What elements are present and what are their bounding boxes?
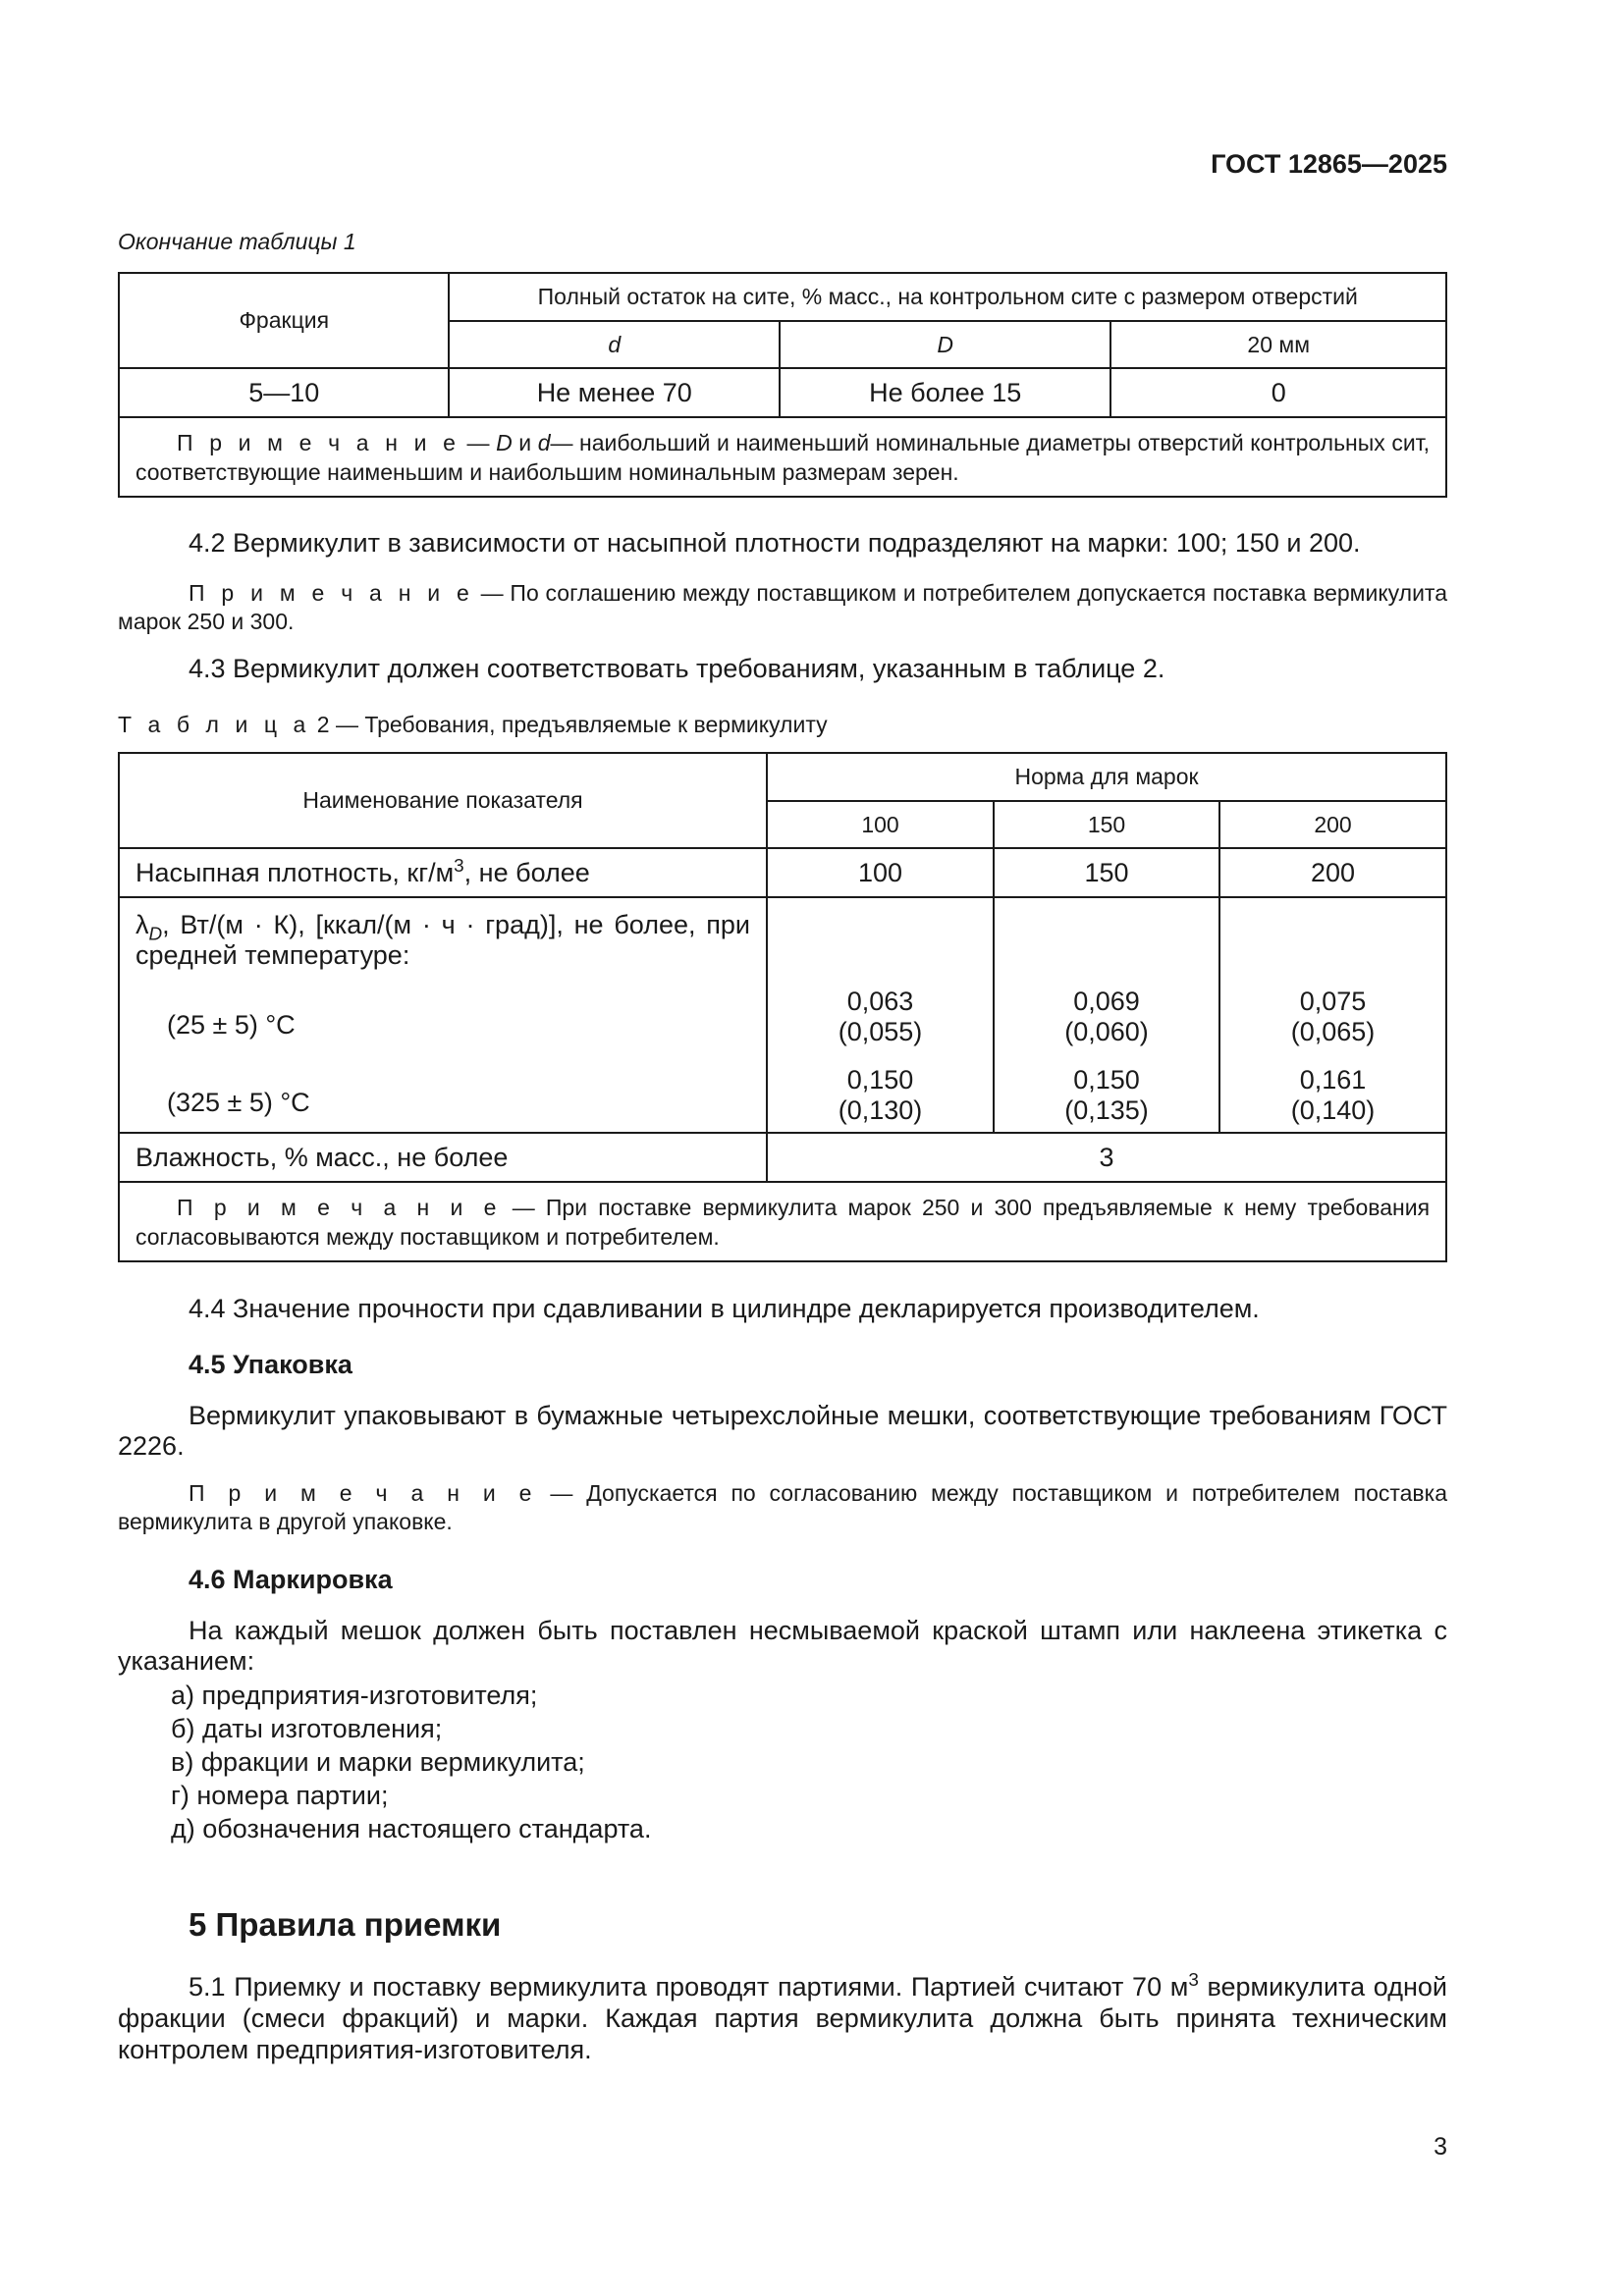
note-symbol-D: D — [496, 429, 513, 455]
paragraph-4-6 — [118, 1616, 1447, 1677]
paragraph-4-4 — [118, 1294, 1447, 1324]
table-row — [119, 897, 1446, 1133]
note-label: П р и м е ч а н и е — [189, 580, 474, 606]
table2-density-100: 100 — [767, 848, 994, 897]
note-text: — Допускается по согласованию между поставщиком и потребителем поставка вермикулита в другой упаковке. — [118, 1480, 1448, 1534]
table1-subheader-20mm: 20 мм — [1110, 321, 1446, 368]
table2-lambda-label: $\lambda_D$, Вт/(м · К), [ккал/(м · ч · град)], не более, при средней температуре: (25 ± 5) °C (325 ± 5) °C — [119, 897, 767, 1133]
table1-note — [119, 417, 1446, 497]
table2-density-200: 200 — [1219, 848, 1446, 897]
table-row — [119, 368, 1446, 417]
page-number: 3 — [1434, 2133, 1447, 2161]
table1-cell-d: Не менее 70 — [449, 368, 779, 417]
paragraph-4-5 — [118, 1401, 1447, 1462]
table2-density-label: Насыпная плотность, $кг/м^3$, не более — [119, 848, 767, 897]
paragraph-4-5-text: Вермикулит упаковывают в бумажные четырехслойные мешки, соответствующие требованиям ГОСТ 2226. — [118, 1401, 1447, 1461]
table2-mark-150: 150 — [994, 801, 1219, 848]
table2-lambda-200: 0,075 (0,065) 0,161 (0,140) — [1219, 897, 1446, 1133]
paragraph-4-6-text: На каждый мешок должен быть поставлен несмываемой краской штамп или наклеена этикетка с указанием: — [118, 1616, 1447, 1676]
paragraph-4-2 — [118, 528, 1447, 559]
table1-continuation-caption: Окончание таблицы 1 — [118, 229, 356, 254]
marking-list — [171, 1681, 651, 1847]
note-label: П р и м е ч а н и е — [177, 1194, 502, 1220]
note-label: П р и м е ч а н и е — [177, 429, 460, 455]
note-text: — наибольший и наименьший номинальные диаметры отверстий контрольных сит, соответствующие наименьшим и наибольшим номинальным размерам зерен. — [135, 429, 1431, 485]
table1-subheader-d: d — [449, 321, 779, 368]
note-symbol-d: d — [537, 429, 551, 455]
paragraph-4-4-text: 4.4 Значение прочности при сдавливании в цилиндре декларируется производителем. — [189, 1294, 1260, 1323]
table2-lambda-150: 0,069 (0,060) 0,150 (0,135) — [994, 897, 1219, 1133]
caption-label: Т а б л и ц а — [118, 712, 311, 737]
heading-4-5: 4.5 Упаковка — [189, 1350, 352, 1379]
table2-mark-200: 200 — [1219, 801, 1446, 848]
list-item: а) предприятия-изготовителя; — [171, 1681, 538, 1710]
table-row — [119, 1133, 1446, 1182]
table2 — [118, 752, 1447, 1262]
table2-note — [119, 1182, 1446, 1261]
note-4-2 — [118, 579, 1447, 636]
list-item: в) фракции и марки вермикулита; — [171, 1747, 585, 1777]
table2-humidity-value: 3 — [767, 1133, 1446, 1182]
paragraph-4-3 — [118, 654, 1447, 684]
table1-header-fraction: Фракция — [119, 273, 449, 368]
note-text: — При поставке вермикулита марок 250 и 300 предъявляемые к нему требования согласовываются между поставщиком и потребителем. — [135, 1194, 1431, 1250]
note-text: — По соглашению между поставщиком и потребителем допускается поставка вермикулита марок 250 и 300. — [118, 580, 1447, 634]
paragraph-4-2-text: 4.2 Вермикулит в зависимости от насыпной плотности подразделяют на марки: 100; 150 и 200. — [189, 528, 1361, 558]
heading-section-5: 5 Правила приемки — [189, 1906, 502, 1943]
note-4-5 — [118, 1479, 1447, 1536]
paragraph-4-3-text: 4.3 Вермикулит должен соответствовать требованиям, указанным в таблице 2. — [189, 654, 1165, 683]
table1-cell-D: Не более 15 — [780, 368, 1110, 417]
table2-lambda-100: 0,063 (0,055) 0,150 (0,130) — [767, 897, 994, 1133]
table-row — [119, 848, 1446, 897]
note-and: и — [518, 429, 532, 455]
note-label: П р и м е ч а н и е — [189, 1480, 537, 1506]
table2-humidity-label: Влажность, % масс., не более — [119, 1133, 767, 1182]
list-item: г) номера партии; — [171, 1781, 389, 1810]
table2-header-group: Норма для марок — [767, 753, 1446, 801]
table1-cell-fraction: 5—10 — [119, 368, 449, 417]
table1-cell-20mm: 0 — [1110, 368, 1446, 417]
note-dash: — — [466, 429, 490, 455]
table2-temp-325: (325 ± 5) °C — [167, 1088, 310, 1117]
table1 — [118, 272, 1447, 498]
list-item: б) даты изготовления; — [171, 1714, 443, 1743]
table1-subheader-D: D — [780, 321, 1110, 368]
table2-density-150: 150 — [994, 848, 1219, 897]
caption-text: 2 — Требования, предъявляемые к вермикулиту — [316, 712, 828, 737]
paragraph-5-1: 5.1 Приемку и поставку вермикулита проводят партиями. Партией считают 70 $м^3$ вермикулита одной фракции (смеси фракций) и марки. Каждая партия вермикулита должна быть принята техническим контролем предприятия-изготовителя. — [118, 1970, 1447, 2064]
list-item: д) обозначения настоящего стандарта. — [171, 1814, 652, 1843]
table2-mark-100: 100 — [767, 801, 994, 848]
heading-4-6: 4.6 Маркировка — [189, 1565, 393, 1594]
table2-caption — [118, 711, 828, 739]
table1-header-group: Полный остаток на сите, % масс., на контрольном сите с размером отверстий — [449, 273, 1446, 321]
table2-header-name: Наименование показателя — [119, 753, 767, 848]
table2-temp-25: (25 ± 5) °C — [167, 1010, 296, 1040]
document-id: ГОСТ 12865—2025 — [1211, 149, 1447, 179]
